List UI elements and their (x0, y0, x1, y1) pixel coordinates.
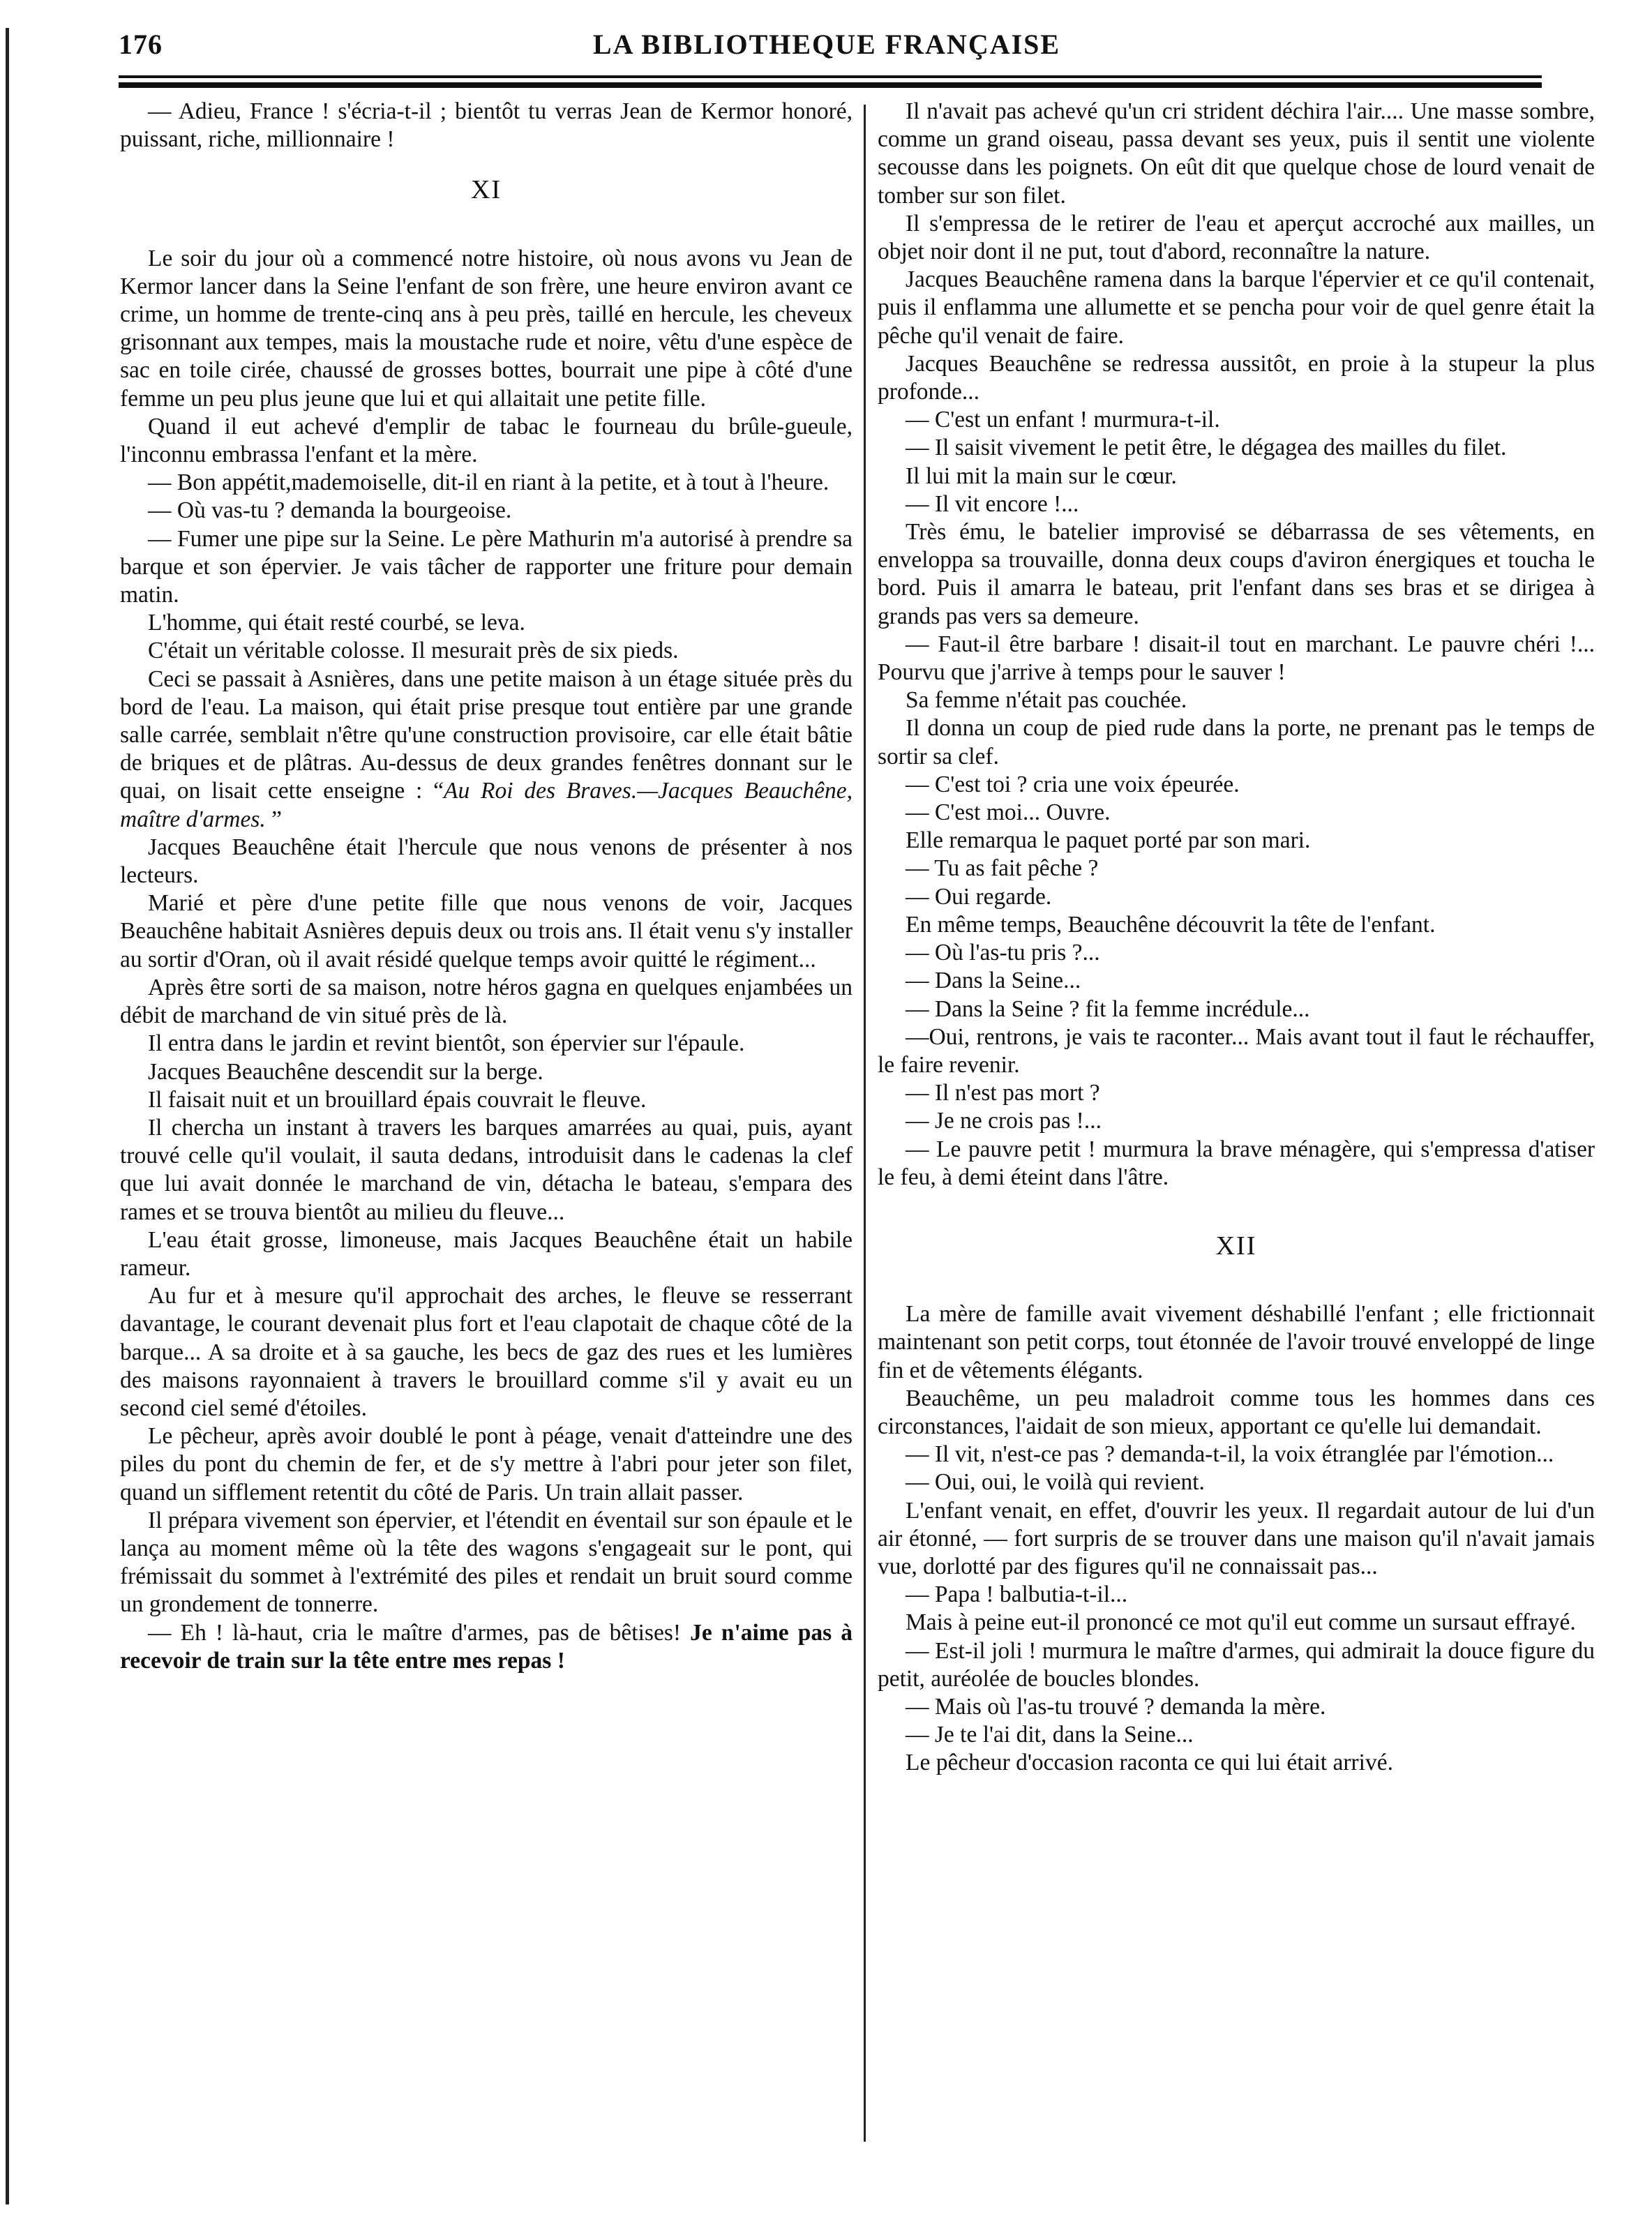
paragraph: Beauchême, un peu maladroit comme tous les hommes dans ces circonstances, l'aidait de son mieux, apportant ce qu'elle lui demandait. (878, 1385, 1595, 1439)
paragraph: Jacques Beauchêne descendit sur la berge. (148, 1058, 543, 1085)
paragraph: — Oui regarde. (906, 883, 1052, 910)
paragraph: — Tu as fait pêche ? (906, 855, 1099, 882)
paragraph: — Il vit, n'est-ce pas ? demanda-t-il, la voix étranglée par l'émotion... (906, 1441, 1554, 1468)
page-edge-shadow (6, 28, 9, 2204)
paragraph: Sa femme n'était pas couchée. (906, 687, 1187, 714)
paragraph: Mais à peine eut-il prononcé ce mot qu'il eut comme un sursaut effrayé. (906, 1609, 1576, 1636)
paragraph: Le pêcheur, après avoir doublé le pont à péage, venait d'atteindre une des piles du pont du chemin de fer, et de s'y mettre à l'abri pour jeter son filet, quand un sifflement retentit du côté de Paris. Un train allait passer. (120, 1423, 853, 1505)
page-number: 176 (119, 29, 163, 60)
paragraph: — Papa ! balbutia-t-il... (906, 1581, 1128, 1608)
paragraph-text: Ceci se passait à Asnières, dans une petite maison à un étage située près du bord de l'eau. La maison, qui était prise presque tout entière par une grande salle carrée, semblait n'être qu'une construction provisoire, car elle était bâtie de briques et de plâtras. Au-dessus de deux grandes fenêtres donnant sur le quai, on lisait cette enseigne : “ (120, 666, 853, 804)
paragraph: — C'est un enfant ! murmura-t-il. (906, 407, 1220, 433)
paragraph: Elle remarqua le paquet porté par son mari. (906, 827, 1311, 854)
column-divider (864, 105, 866, 2142)
paragraph: Très ému, le batelier improvisé se débarrassa de ses vêtements, en enveloppa sa trouvaille, donna deux coups d'aviron énergiques et toucha le bord. Puis il amarra le bateau, prit l'enfant dans ses bras et se dirigea à grands pas vers sa demeure. (878, 519, 1595, 629)
paragraph: — Où l'as-tu pris ?... (906, 940, 1100, 966)
paragraph: Il lui mit la main sur le cœur. (906, 463, 1177, 489)
header-rule-thin (119, 75, 1542, 78)
paragraph: L'enfant venait, en effet, d'ouvrir les yeux. Il regardait autour de lui d'un air étonné, — fort surpris de se trouver dans une maison qu'il n'avait jamais vue, dorlotté par des figures qu'il ne connaissait pas... (878, 1497, 1595, 1579)
paragraph: Le soir du jour où a commencé notre histoire, où nous avons vu Jean de Kermor lancer dans la Seine l'enfant de son frère, une heure environ avant ce crime, un homme de trente-cinq ans à peu près, taillé en hercule, les cheveux grisonnant aux tempes, mais la moustache rude et noire, vêtu d'une espèce de sac en toile cirée, chaussé de grosses bottes, bourrait une pipe à côté d'une femme un peu plus jeune que lui et qui allaitait une petite fille. (120, 245, 853, 412)
paragraph: — Il vit encore !... (906, 490, 1079, 517)
paragraph (120, 666, 853, 834)
paragraph: Quand il eut achevé d'emplir de tabac le fourneau du brûle-gueule, l'inconnu embrassa l'enfant et la mère. (120, 413, 853, 468)
paragraph: — Est-il joli ! murmura le maître d'armes, qui admirait la douce figure du petit, auréolée de boucles blondes. (878, 1637, 1595, 1692)
running-title: LA BIBLIOTHEQUE FRANÇAISE (592, 29, 1061, 60)
paragraph: — Adieu, France ! s'écria-t-il ; bientôt tu verras Jean de Kermor honoré, puissant, riche, millionnaire ! (120, 98, 853, 153)
paragraph: — C'est toi ? cria une voix épeurée. (906, 771, 1240, 797)
closing-quote: ” (265, 806, 283, 832)
paragraph: Il s'empressa de le retirer de l'eau et aperçut accroché aux mailles, un objet noir dont il ne put, tout d'abord, reconnaître la nature. (878, 210, 1595, 265)
paragraph: Il faisait nuit et un brouillard épais couvrait le fleuve. (148, 1086, 647, 1113)
paragraph: En même temps, Beauchêne découvrit la tête de l'enfant. (906, 911, 1436, 938)
paragraph: Après être sorti de sa maison, notre héros gagna en quelques enjambées un débit de marchand de vin situé près de là. (120, 974, 853, 1029)
paragraph: Jacques Beauchêne était l'hercule que nous venons de présenter à nos lecteurs. (120, 834, 853, 889)
paragraph-text: — Eh ! là-haut, cria le maître d'armes, pas de bêtises! (148, 1619, 691, 1646)
paragraph: — Dans la Seine... (906, 968, 1081, 994)
paragraph-bold-text: Je n'aime pas à recevoir de train sur la tête entre mes repas ! (120, 1619, 853, 1674)
paragraph: — Il n'est pas mort ? (906, 1080, 1100, 1106)
paragraph: — Mais où l'as-tu trouvé ? demanda la mère. (906, 1693, 1326, 1720)
paragraph: — Dans la Seine ? fit la femme incrédule... (906, 995, 1310, 1022)
paragraph: Au fur et à mesure qu'il approchait des arches, le fleuve se resserrant davantage, le courant devenait plus fort et l'eau clapotait de chaque côté de la barque... A sa droite et à sa gauche, les becs de gaz des rues et les lumières des maisons rayonnaient à travers le brouillard comme s'il y avait eu un second ciel semé d'étoiles. (120, 1283, 853, 1421)
paragraph: — Faut-il être barbare ! disait-il tout en marchant. Le pauvre chéri !... Pourvu que j'arrive à temps pour le sauver ! (878, 631, 1595, 686)
paragraph: — Je te l'ai dit, dans la Seine... (906, 1722, 1194, 1748)
paragraph: — Fumer une pipe sur la Seine. Le père Mathurin m'a autorisé à prendre sa barque et son épervier. Je vais tâcher de rapporter une friture pour demain matin. (120, 525, 853, 608)
paragraph: Il prépara vivement son épervier, et l'étendit en éventail sur son épaule et le lança au moment même où la tête des wagons s'engageait sur le pont, qui frémissait du sommet à l'extrémité des piles et rendait un bruit sourd comme un grondement de tonnerre. (120, 1507, 853, 1618)
paragraph: — Où vas-tu ? demanda la bourgeoise. (148, 497, 512, 524)
paragraph: — Je ne crois pas !... (906, 1108, 1102, 1134)
paragraph (120, 1619, 853, 1675)
paragraph: — Il saisit vivement le petit être, le dégagea des mailles du filet. (906, 435, 1507, 461)
shop-sign-text: Au Roi des Braves.—Jacques Beauchêne, maître d'armes. (120, 778, 853, 832)
paragraph: C'était un véritable colosse. Il mesurait près de six pieds. (148, 638, 679, 664)
paragraph: Le pêcheur d'occasion raconta ce qui lui était arrivé. (906, 1750, 1393, 1776)
right-column (878, 98, 1595, 1778)
paragraph: Jacques Beauchêne ramena dans la barque l'épervier et ce qu'il contenait, puis il enflamma une allumette et se pencha pour voir de quel genre était la pêche qu'il venait de faire. (878, 266, 1595, 349)
paragraph: L'homme, qui était resté courbé, se leva. (148, 610, 525, 636)
paragraph: L'eau était grosse, limoneuse, mais Jacques Beauchêne était un habile rameur. (120, 1226, 853, 1281)
chapter-heading-xii: XII (1215, 1231, 1257, 1261)
header-rule-thick (119, 82, 1542, 88)
left-column (120, 98, 853, 1675)
page-header (119, 28, 1535, 70)
paragraph: — C'est moi... Ouvre. (906, 799, 1111, 826)
paragraph: Il donna un coup de pied rude dans la porte, ne prenant pas le temps de sortir sa clef. (878, 715, 1595, 769)
paragraph: —Oui, rentrons, je vais te raconter... Mais avant tout il faut le réchauffer, le faire revenir. (878, 1023, 1595, 1078)
chapter-heading-xi: XI (470, 175, 502, 205)
paragraph: — Bon appétit,mademoiselle, dit-il en riant à la petite, et à tout à l'heure. (148, 469, 829, 496)
paragraph: Il n'avait pas achevé qu'un cri strident déchira l'air.... Une masse sombre, comme un grand oiseau, passa devant ses yeux, puis il sentit une violente secousse dans les poignets. On eût dit que quelque chose de lourd venait de tomber sur son filet. (878, 98, 1595, 209)
paragraph: Il chercha un instant à travers les barques amarrées au quai, puis, ayant trouvé celle qu'il voulait, il sauta dedans, introduisit dans le cadenas la clef que lui avait donnée le marchand de vin, détacha le bateau, s'empara des rames et se trouva bientôt au milieu du fleuve... (120, 1114, 853, 1225)
paragraph: Jacques Beauchêne se redressa aussitôt, en proie à la stupeur la plus profonde... (878, 350, 1595, 405)
paragraph: La mère de famille avait vivement déshabillé l'enfant ; elle frictionnait maintenant son petit corps, tout étonnée de l'avoir trouvé enveloppé de linge fin et de vêtements élégants. (878, 1301, 1595, 1383)
paragraph: — Le pauvre petit ! murmura la brave ménagère, qui s'empressa d'atiser le feu, à demi éteint dans l'âtre. (878, 1136, 1595, 1190)
paragraph: Marié et père d'une petite fille que nous venons de voir, Jacques Beauchêne habitait Asnières depuis deux ou trois ans. Il était venu s'y installer au sortir d'Oran, où il avait résidé quelque temps avoir quitté le régiment... (120, 890, 853, 972)
paragraph: Il entra dans le jardin et revint bientôt, son épervier sur l'épaule. (148, 1030, 745, 1057)
paragraph: — Oui, oui, le voilà qui revient. (906, 1469, 1205, 1496)
